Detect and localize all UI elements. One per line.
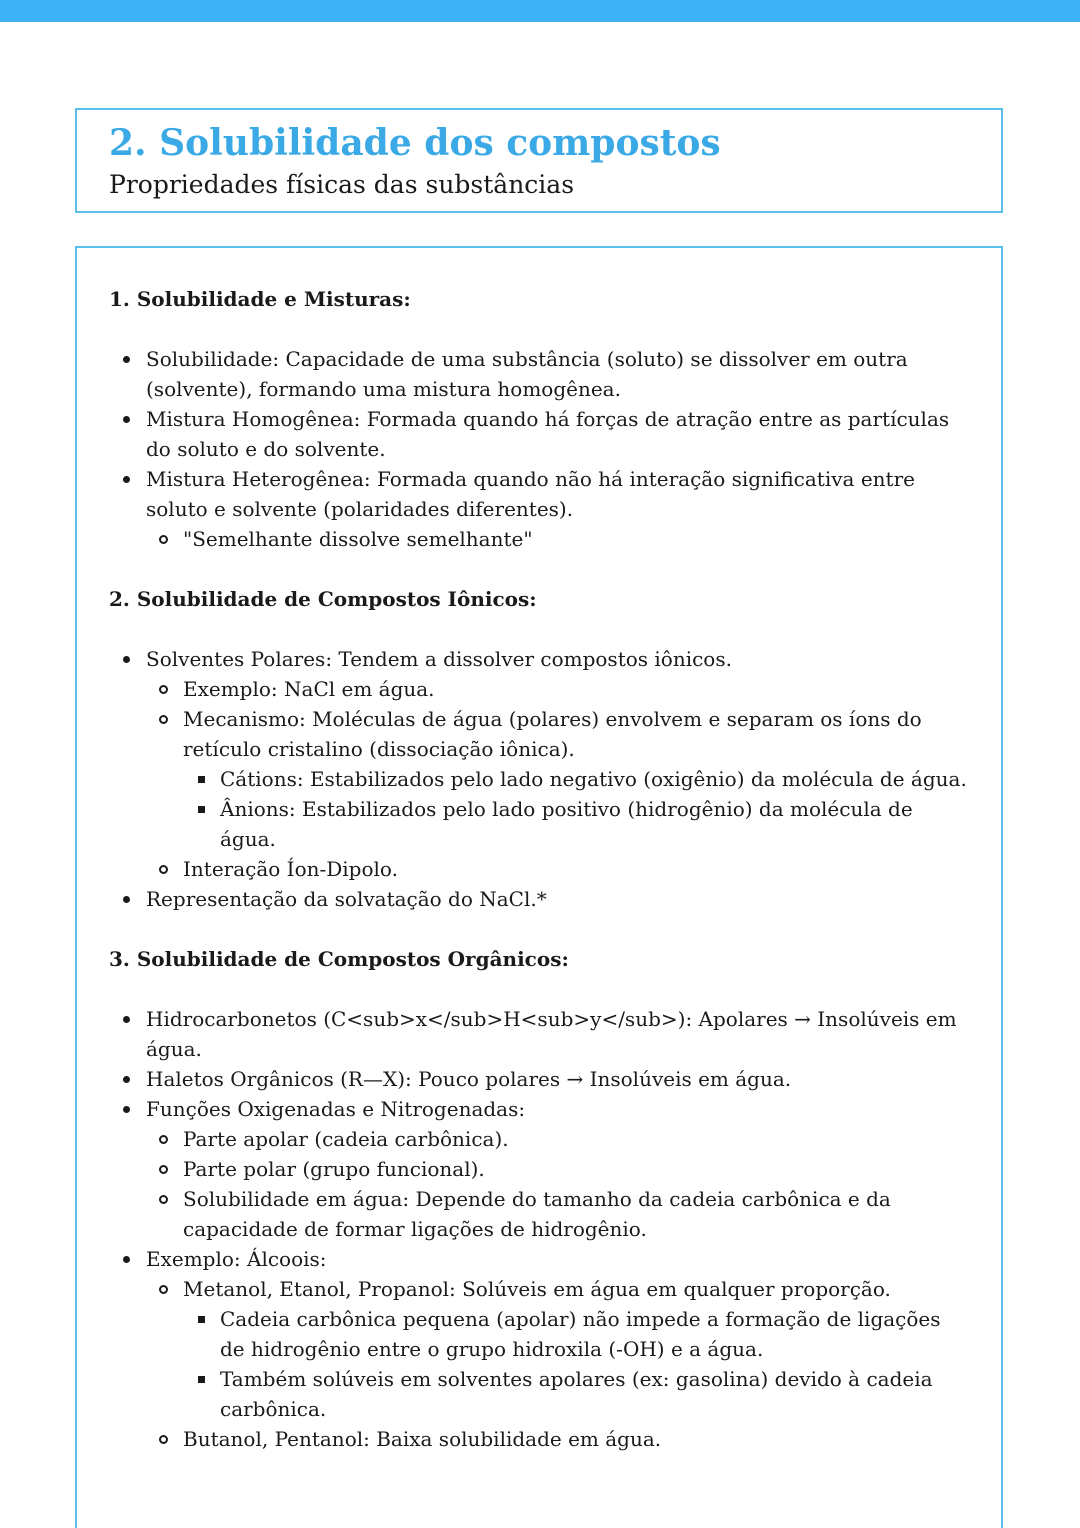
- sub-sub-list-item: Cadeia carbônica pequena (apolar) não impede a formação de ligações de hidrogênio entre o grupo hidroxila (-OH) e a água.: [183, 1304, 969, 1364]
- sub-sub-list: [183, 764, 969, 854]
- bullet-square: [198, 776, 205, 783]
- bullet-disc: [123, 656, 130, 663]
- content-box: [75, 246, 1003, 1528]
- bullet-circle: [159, 1135, 168, 1144]
- sub-sub-list-item: Ânions: Estabilizados pelo lado positivo (hidrogênio) da molécula de água.: [183, 794, 969, 854]
- list-item: Representação da solvatação do NaCl.*: [109, 884, 969, 914]
- sub-sub-list: [183, 1304, 969, 1424]
- list-item: Mistura Homogênea: Formada quando há forças de atração entre as partículas do soluto e do solvente.: [109, 404, 969, 464]
- list-item: Mistura Heterogênea: Formada quando não há interação significativa entre soluto e solvente (polaridades diferentes). "Semelhante dissolve semelhante": [109, 464, 969, 554]
- section-list: [109, 644, 969, 914]
- sub-sub-list-item: Também solúveis em solventes apolares (ex: gasolina) devido à cadeia carbônica.: [183, 1364, 969, 1424]
- section-heading: 2. Solubilidade de Compostos Iônicos:: [109, 587, 537, 611]
- list-item: Solventes Polares: Tendem a dissolver compostos iônicos. Exemplo: NaCl em água. Mecanismo: Moléculas de água (polares) envolvem e separam os íons do retículo cristalino (dissociação iônica). Cátions: Estabilizados pelo lado negativo (oxigênio) da molécula de água. Ânions: Estabilizados pelo lado positivo (hidrogênio) da molécula de água. Interação Íon-Dipolo.: [109, 644, 969, 884]
- page-title: 2. Solubilidade dos compostos: [109, 122, 721, 164]
- section-list: [109, 344, 969, 554]
- sub-list-item: Butanol, Pentanol: Baixa solubilidade em água.: [146, 1424, 969, 1454]
- section-list: [109, 1004, 969, 1454]
- bullet-disc: [123, 1256, 130, 1263]
- bullet-circle: [159, 535, 168, 544]
- bullet-disc: [123, 1016, 130, 1023]
- sub-list-item: Parte apolar (cadeia carbônica).: [146, 1124, 969, 1154]
- sub-list-item: Mecanismo: Moléculas de água (polares) envolvem e separam os íons do retículo cristalino (dissociação iônica). Cátions: Estabilizados pelo lado negativo (oxigênio) da molécula de água. Ânions: Estabilizados pelo lado positivo (hidrogênio) da molécula de água.: [146, 704, 969, 854]
- sub-list-item: Interação Íon-Dipolo.: [146, 854, 969, 884]
- sub-list: [146, 1274, 969, 1454]
- sub-list-item: Exemplo: NaCl em água.: [146, 674, 969, 704]
- section-heading: 3. Solubilidade de Compostos Orgânicos:: [109, 947, 569, 971]
- bullet-disc: [123, 356, 130, 363]
- bullet-circle: [159, 1165, 168, 1174]
- bullet-disc: [123, 896, 130, 903]
- bullet-circle: [159, 715, 168, 724]
- page-subtitle: Propriedades físicas das substâncias: [109, 170, 575, 199]
- bullet-square: [198, 1316, 205, 1323]
- sub-sub-list-item: Cátions: Estabilizados pelo lado negativo (oxigênio) da molécula de água.: [183, 764, 969, 794]
- bullet-circle: [159, 1285, 168, 1294]
- bullet-circle: [159, 1435, 168, 1444]
- bullet-circle: [159, 865, 168, 874]
- sub-list-item: Metanol, Etanol, Propanol: Solúveis em água em qualquer proporção. Cadeia carbônica pequena (apolar) não impede a formação de ligações de hidrogênio entre o grupo hidroxila (-OH) e a água. Também solúveis em solventes apolares (ex: gasolina) devido à cadeia carbônica.: [146, 1274, 969, 1424]
- bullet-circle: [159, 1195, 168, 1204]
- list-item: Solubilidade: Capacidade de uma substância (soluto) se dissolver em outra (solvente), formando uma mistura homogênea.: [109, 344, 969, 404]
- list-item: Haletos Orgânicos (R—X): Pouco polares → Insolúveis em água.: [109, 1064, 969, 1094]
- bullet-square: [198, 806, 205, 813]
- content-body: [109, 284, 969, 1484]
- list-item: Exemplo: Álcoois: Metanol, Etanol, Propanol: Solúveis em água em qualquer proporção. Cadeia carbônica pequena (apolar) não impede a formação de ligações de hidrogênio entre o grupo hidroxila (-OH) e a água. Também solúveis em solventes apolares (ex: gasolina) devido à cadeia carbônica. Butanol, Pentanol: Baixa solubilidade em água.: [109, 1244, 969, 1454]
- sub-list-item: Solubilidade em água: Depende do tamanho da cadeia carbônica e da capacidade de formar ligações de hidrogênio.: [146, 1184, 969, 1244]
- bullet-square: [198, 1376, 205, 1383]
- bullet-disc: [123, 476, 130, 483]
- bullet-disc: [123, 1076, 130, 1083]
- section-heading: 1. Solubilidade e Misturas:: [109, 287, 411, 311]
- bullet-disc: [123, 416, 130, 423]
- top-accent-bar: [0, 0, 1080, 22]
- sub-list: [146, 674, 969, 884]
- list-item: Hidrocarbonetos (C<sub>x</sub>H<sub>y</sub>): Apolares → Insolúveis em água.: [109, 1004, 969, 1064]
- list-item: Funções Oxigenadas e Nitrogenadas: Parte apolar (cadeia carbônica). Parte polar (grupo funcional). Solubilidade em água: Depende do tamanho da cadeia carbônica e da capacidade de formar ligações de hidrogênio.: [109, 1094, 969, 1244]
- sub-list-item: Parte polar (grupo funcional).: [146, 1154, 969, 1184]
- header-box: [75, 108, 1003, 213]
- bullet-circle: [159, 685, 168, 694]
- sub-list-item: "Semelhante dissolve semelhante": [146, 524, 969, 554]
- sub-list: [146, 524, 969, 554]
- bullet-disc: [123, 1106, 130, 1113]
- sub-list: [146, 1124, 969, 1244]
